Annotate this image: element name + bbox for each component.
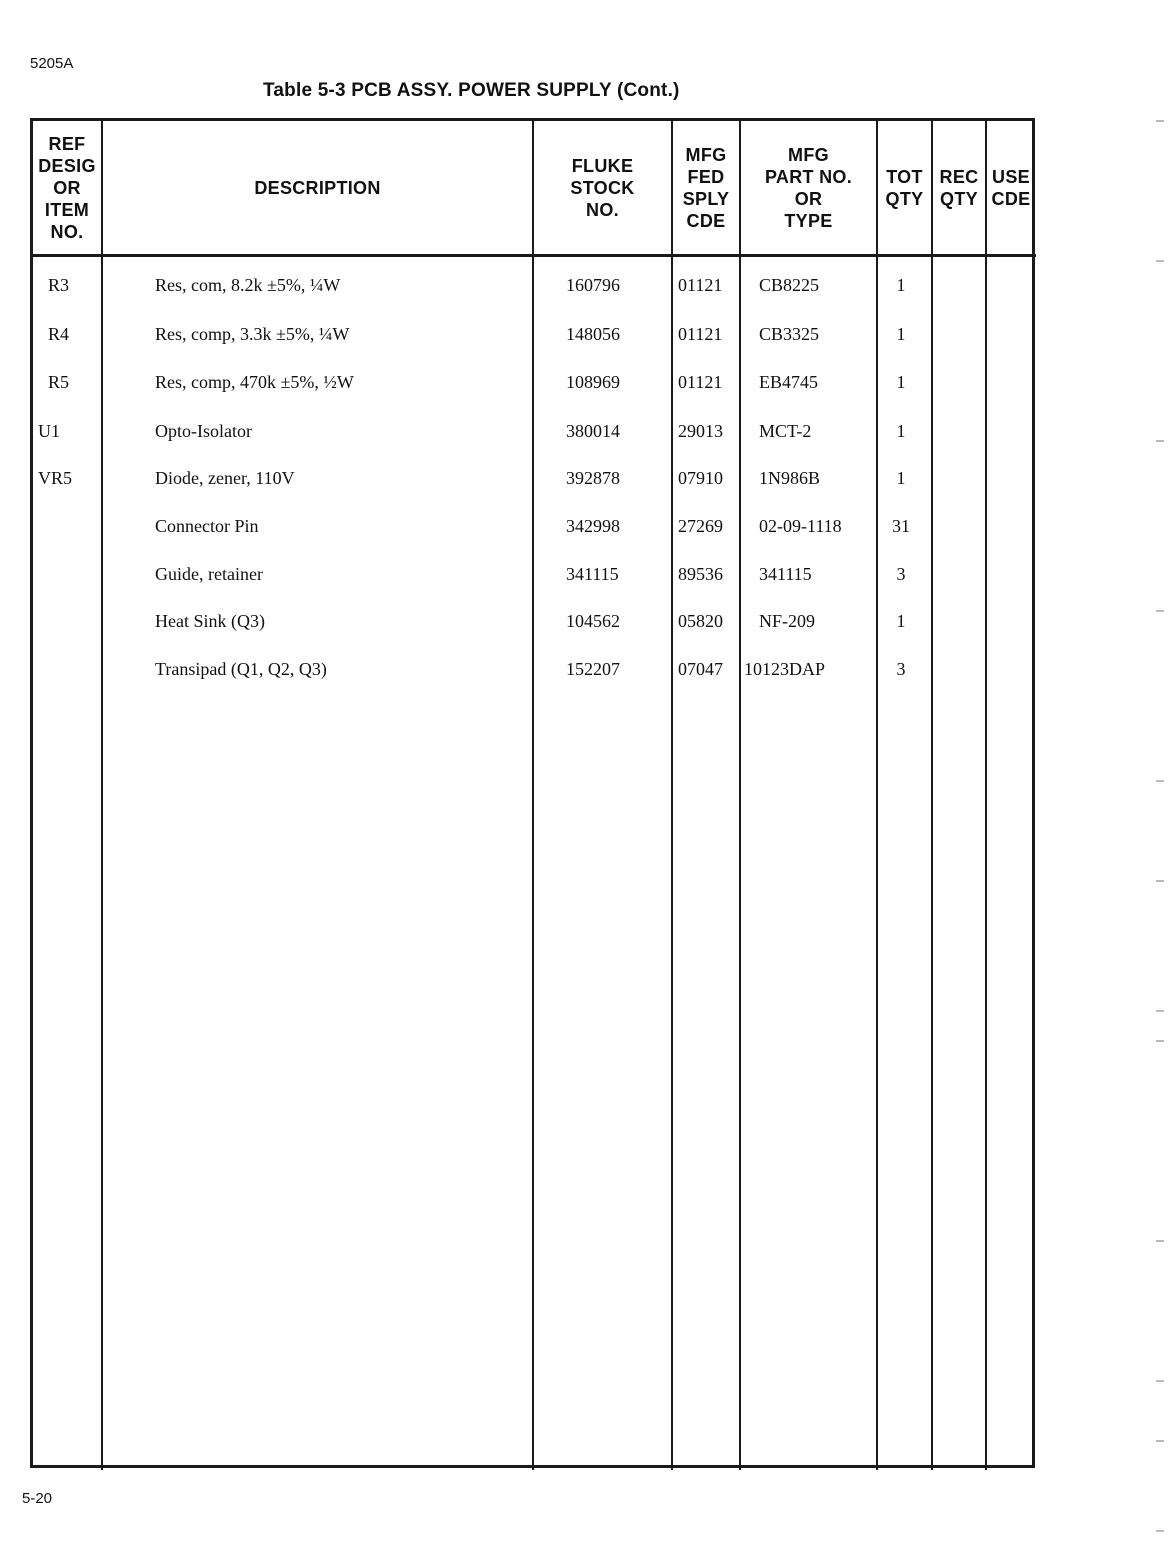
cell-ref: R3 xyxy=(48,275,70,295)
page-number: 5-20 xyxy=(22,1490,53,1507)
cell-description: Diode, zener, 110V xyxy=(155,468,295,488)
cell-part: CB8225 xyxy=(759,275,820,295)
column-header-tot-qty: TOT QTY xyxy=(885,166,924,209)
cell-ref: R5 xyxy=(48,372,70,392)
column-header-stock: FLUKE STOCK NO. xyxy=(570,155,635,220)
table-row xyxy=(0,654,1176,684)
cell-stock: 341115 xyxy=(566,564,619,584)
cell-tot-qty: 31 xyxy=(892,516,910,536)
cell-tot-qty: 1 xyxy=(896,421,906,441)
table-row xyxy=(0,319,1176,349)
cell-description: Heat Sink (Q3) xyxy=(155,611,265,631)
table-row xyxy=(0,606,1176,636)
cell-tot-qty: 1 xyxy=(896,275,906,295)
cell-stock: 342998 xyxy=(566,516,620,536)
cell-stock: 152207 xyxy=(566,659,620,679)
table-row xyxy=(0,416,1176,446)
cell-tot-qty: 3 xyxy=(896,659,906,679)
table-row xyxy=(0,511,1176,541)
table-row xyxy=(0,270,1176,300)
cell-tot-qty: 1 xyxy=(896,372,906,392)
column-header-part: MFG PART NO. OR TYPE xyxy=(764,144,853,231)
column-header-use-code: USE CDE xyxy=(991,166,1031,209)
cell-description: Connector Pin xyxy=(155,516,259,536)
cell-ref: U1 xyxy=(38,421,60,441)
cell-description: Res, comp, 470k ±5%, ½W xyxy=(155,372,354,392)
cell-ref: VR5 xyxy=(38,468,73,488)
binding-edge xyxy=(1150,0,1176,1544)
cell-mfg-code: 27269 xyxy=(678,516,723,536)
cell-part: 341115 xyxy=(759,564,812,584)
cell-description: Res, com, 8.2k ±5%, ¼W xyxy=(155,275,341,295)
table-row xyxy=(0,367,1176,397)
cell-part: NF-209 xyxy=(759,611,816,631)
table-title: Table 5-3 PCB ASSY. POWER SUPPLY (Cont.) xyxy=(263,80,680,101)
cell-tot-qty: 1 xyxy=(896,324,906,344)
column-header-description: DESCRIPTION xyxy=(254,177,381,198)
cell-stock: 104562 xyxy=(566,611,620,631)
cell-mfg-code: 07910 xyxy=(678,468,723,488)
cell-stock: 160796 xyxy=(566,275,620,295)
cell-mfg-code: 05820 xyxy=(678,611,723,631)
cell-stock: 108969 xyxy=(566,372,620,392)
cell-stock: 148056 xyxy=(566,324,620,344)
cell-description: Opto-Isolator xyxy=(155,421,252,441)
cell-part: CB3325 xyxy=(759,324,820,344)
cell-part: EB4745 xyxy=(759,372,819,392)
cell-tot-qty: 1 xyxy=(896,611,906,631)
cell-part: MCT-2 xyxy=(759,421,812,441)
cell-mfg-code: 89536 xyxy=(678,564,723,584)
column-header-mfg-code: MFG FED SPLY CDE xyxy=(682,144,730,231)
cell-stock: 380014 xyxy=(566,421,620,441)
table-row xyxy=(0,463,1176,493)
table-row xyxy=(0,559,1176,589)
cell-mfg-code: 01121 xyxy=(678,324,723,344)
cell-mfg-code: 29013 xyxy=(678,421,723,441)
cell-ref: R4 xyxy=(48,324,70,344)
cell-description: Guide, retainer xyxy=(155,564,263,584)
cell-description: Res, comp, 3.3k ±5%, ¼W xyxy=(155,324,350,344)
cell-part: 10123DAP xyxy=(744,659,826,679)
header-divider xyxy=(30,254,1036,257)
cell-stock: 392878 xyxy=(566,468,620,488)
column-header-rec-qty: REC QTY xyxy=(939,166,979,209)
cell-mfg-code: 07047 xyxy=(678,659,723,679)
cell-part: 02-09-1118 xyxy=(759,516,842,536)
column-header-ref: REF DESIG OR ITEM NO. xyxy=(38,133,96,242)
cell-description: Transipad (Q1, Q2, Q3) xyxy=(155,659,327,679)
cell-part: 1N986B xyxy=(759,468,821,488)
cell-mfg-code: 01121 xyxy=(678,275,723,295)
cell-mfg-code: 01121 xyxy=(678,372,723,392)
model-number: 5205A xyxy=(30,55,74,72)
cell-tot-qty: 3 xyxy=(896,564,906,584)
cell-tot-qty: 1 xyxy=(896,468,906,488)
